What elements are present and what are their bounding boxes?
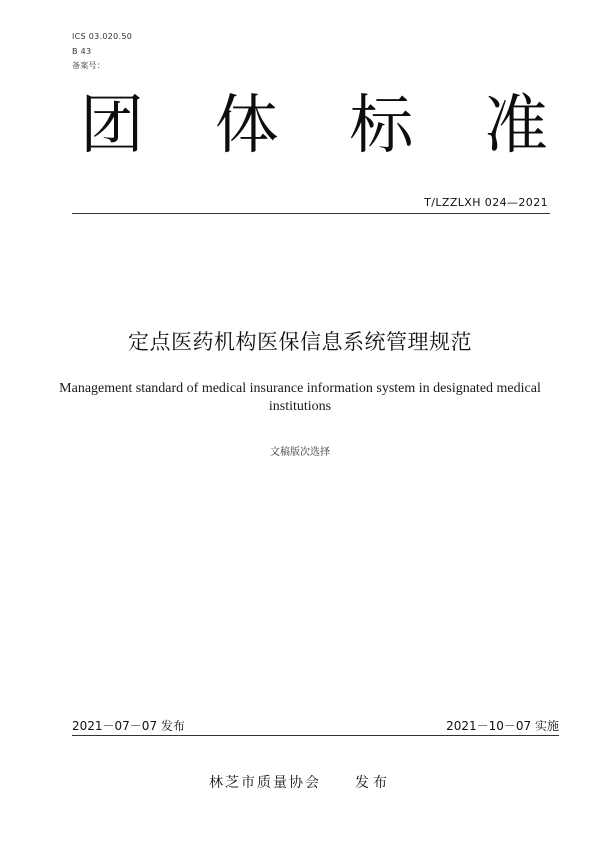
bottom-divider: [72, 735, 559, 736]
document-type-char-3: 标: [349, 89, 414, 163]
chinese-title: 定点医药机构医保信息系统管理规范: [128, 330, 472, 354]
publisher-line: [0, 772, 600, 792]
classification-code: B 43: [72, 47, 92, 56]
english-title: Management standard of medical insurance information system in designated medical institutions: [59, 381, 541, 414]
publisher-action: 发布: [355, 775, 391, 791]
document-type-char-1: 团: [80, 89, 144, 163]
record-number-label: 备案号：: [72, 61, 106, 70]
top-divider: [72, 213, 550, 214]
standard-number: T/LZZLXH 024—2021: [424, 196, 548, 209]
document-type-char-2: 体: [214, 89, 279, 163]
document-type-char-4: 准: [483, 89, 548, 163]
document-type-title: [60, 86, 560, 166]
publisher-organization: 林芝市质量协会: [209, 775, 321, 791]
ics-code: ICS 03.020.50: [72, 32, 133, 41]
version-note: 文稿版次选择: [270, 447, 330, 458]
publish-date: 2021－07－07 发布: [72, 719, 185, 733]
implement-date: 2021－10－07 实施: [446, 719, 559, 733]
